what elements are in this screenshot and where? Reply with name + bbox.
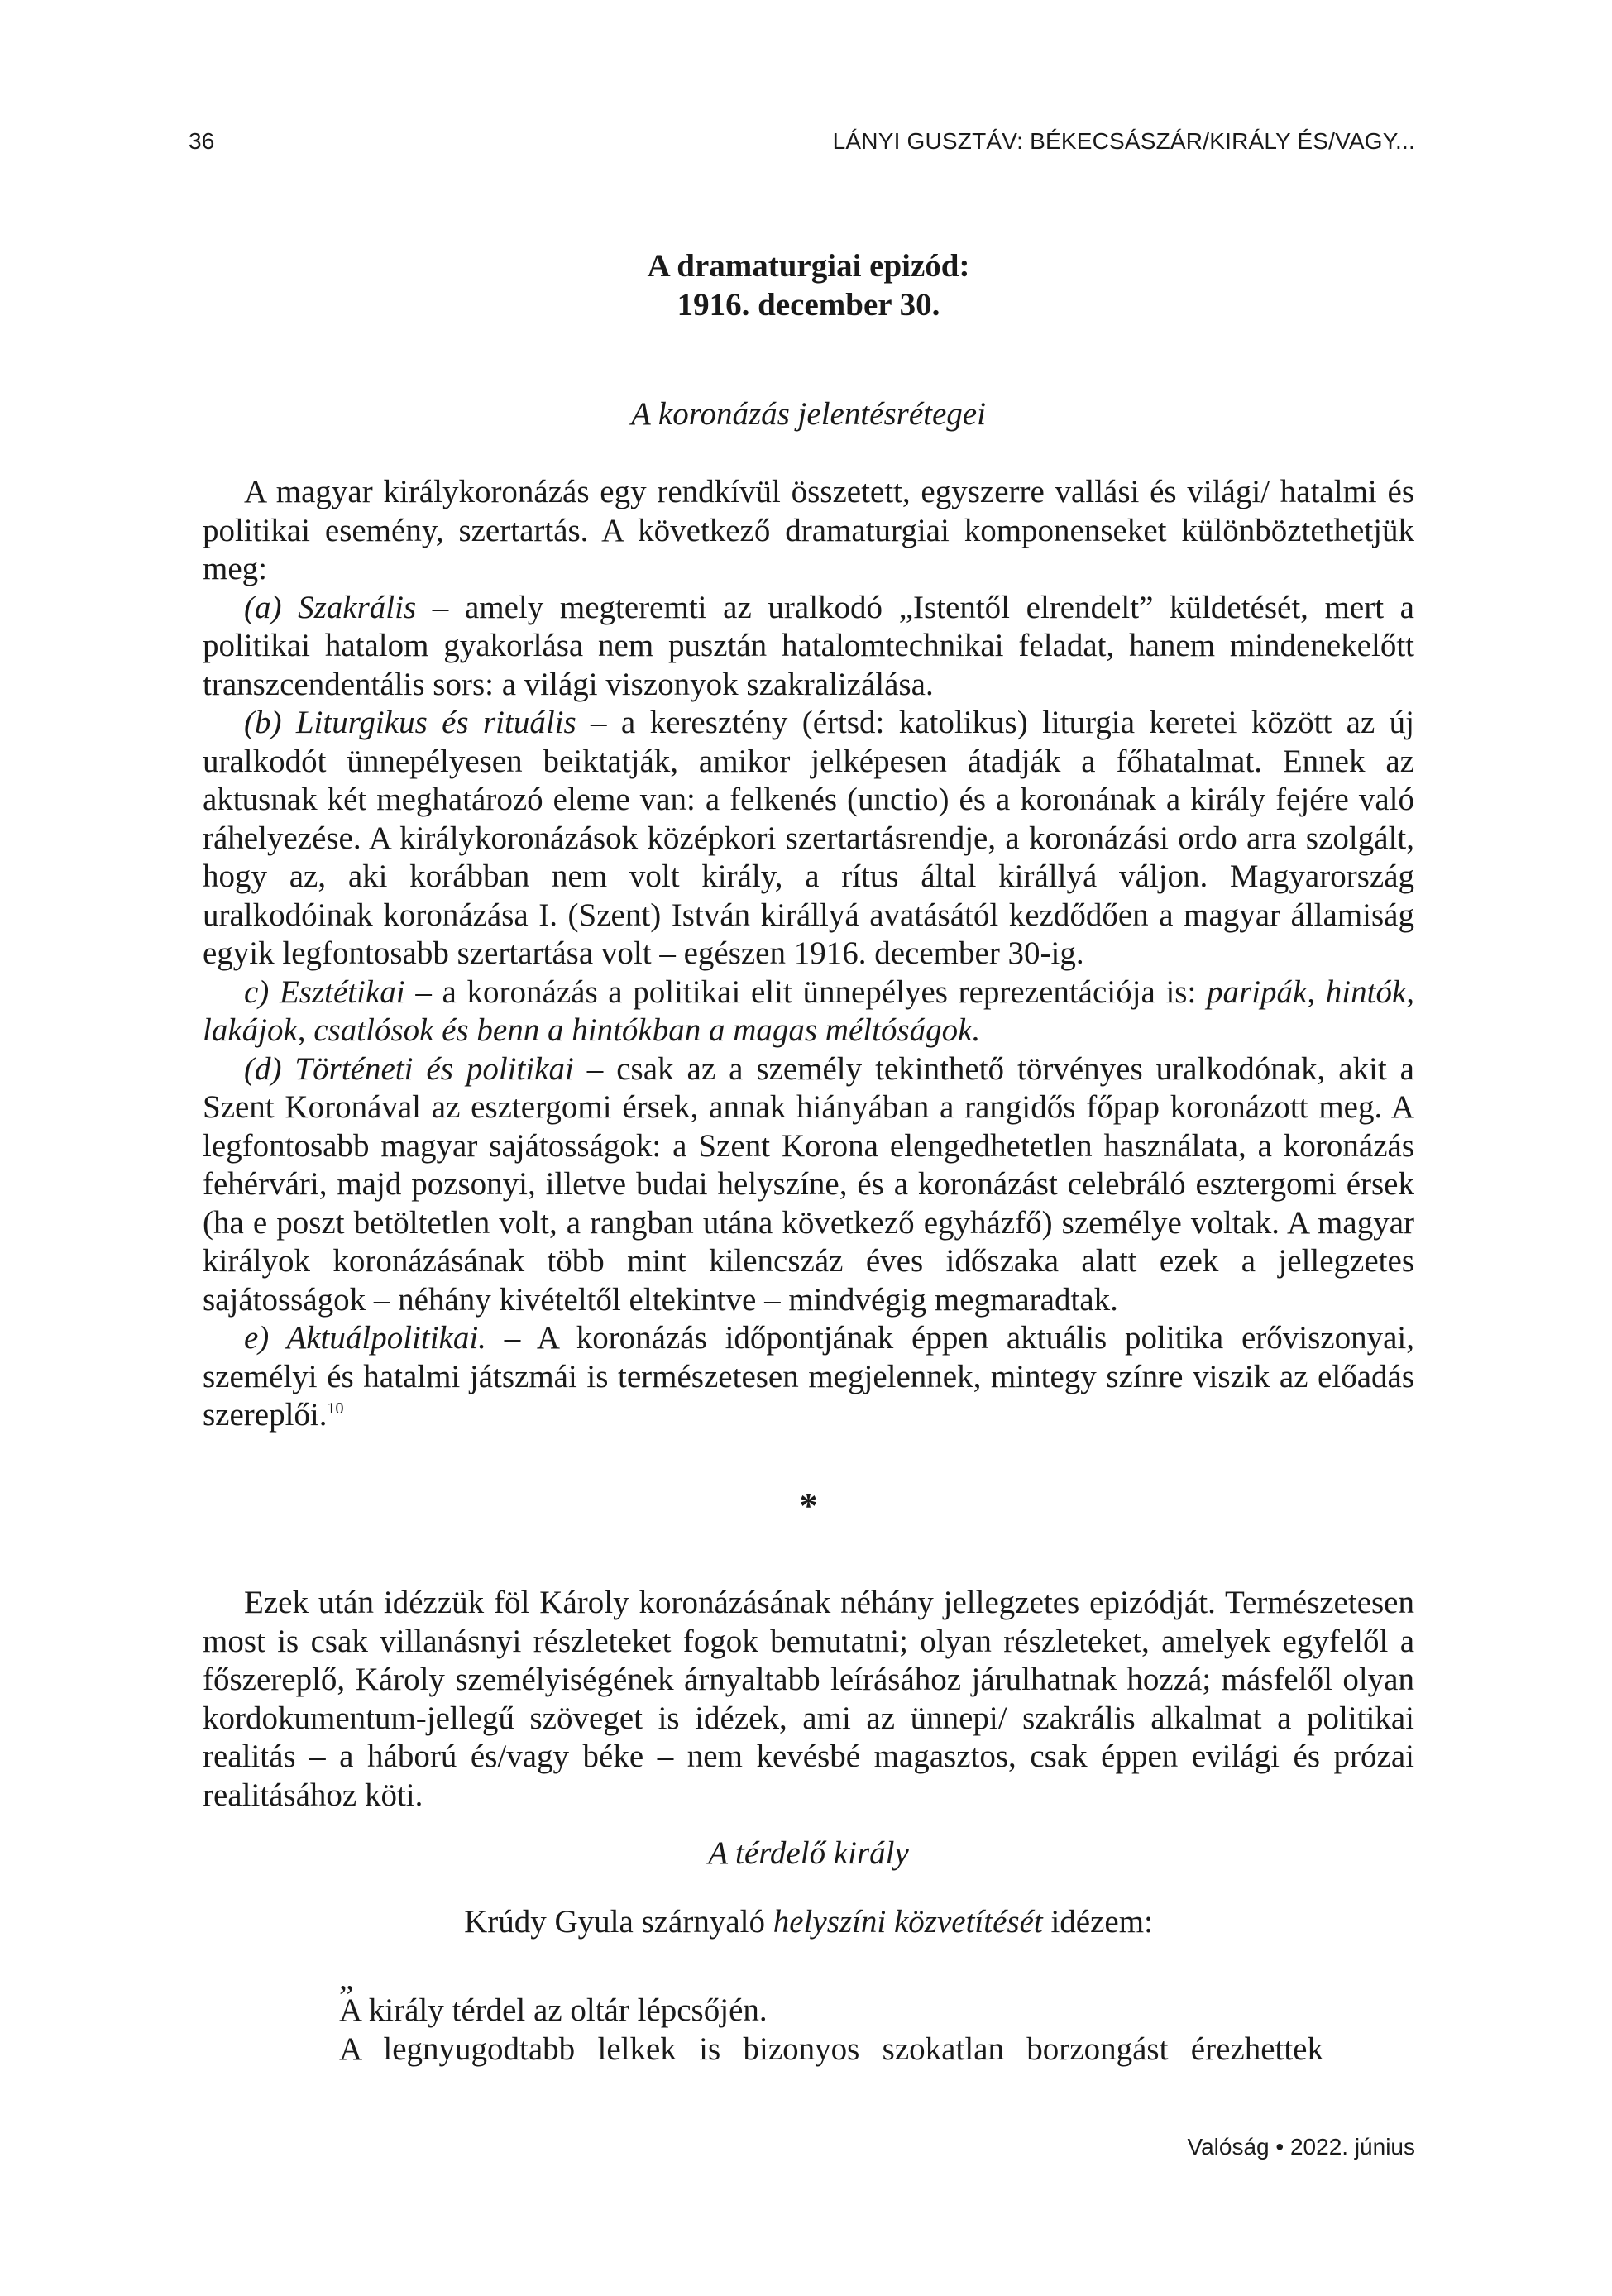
quote-line: A király térdel az oltár lépcsőjén. — [339, 1992, 768, 2028]
quote-intro-after: idézem: — [1042, 1904, 1153, 1940]
item-text: – A koronázás időpontjának éppen aktuális politika erőviszonyai, személyi és hatalmi játszmái is természetesen megjelennek, mintegy színre viszik az előadás szereplői. — [203, 1320, 1414, 1433]
item-label: (a) Szakrális — [244, 589, 417, 625]
item-text: – amely megteremti az uralkodó „Istentől elrendelt” küldetését, mert a politikai hatalom gyakorlása nem pusztán hatalomtechnikai feladat, hanem mindenekelőtt transzcendentális sors: a világi viszonyok szakralizálása. — [203, 589, 1414, 702]
page-footer: Valóság • 2022. június — [1187, 2134, 1415, 2160]
item-text: – a keresztény (értsd: katolikus) liturgia keretei között az új uralkodót ünnepélyesen beiktatják, amikor jelképesen átadják a főhatalmat. Ennek az aktusnak két meghatározó eleme van: a felkenés (unctio) és a koronának a király fejére való ráhelyezése. A királykoronázások középkori szertartásrendje, a koronázási ordo arra szolgált, hogy az, aki korábban nem volt király, a rítus által királlyá váljon. Magyarország uralkodóinak koronázása I. (Szent) István királlyá avatásától kezdődően a magyar államiság egyik legfontosabb szertartása volt – egészen 1916. december 30-ig. — [203, 705, 1415, 971]
intro-paragraph: A magyar királykoronázás egy rendkívül összetett, egyszerre vallási és világi/ hatalmi és politikai esemény, szertartás. A következő dramaturgiai komponenseket különböztethetjük meg: — [203, 474, 1414, 586]
opening-quote-mark: „ — [339, 1961, 354, 1997]
section-heading-kneeling-king: A térdelő király — [708, 1835, 909, 1871]
section-body-episodes — [203, 1584, 1414, 1815]
page-header — [189, 128, 1415, 161]
page-number: 36 — [189, 128, 215, 154]
chapter-title-line-1: A dramaturgiai epizód: — [647, 248, 970, 284]
item-label: c) Esztétikai — [244, 973, 405, 1010]
list-item-current-political — [203, 1319, 1414, 1435]
quote-intro-italic: helyszíni közvetítését — [773, 1904, 1043, 1940]
item-label: (b) Liturgikus és rituális — [244, 705, 576, 740]
list-item-historical — [203, 1050, 1414, 1320]
chapter-title — [203, 246, 1414, 324]
footnote-marker: 10 — [327, 1399, 344, 1418]
section-heading-coronation: A koronázás jelentésrétegei — [631, 396, 986, 432]
section-body-coronation — [203, 473, 1414, 1435]
item-text: – csak az a személy tekinthető törvényes uralkodónak, akit a Szent Koronával az esztergomi érsek, annak hiányában a rangidős főpap koronázott meg. A legfontosabb magyar sajátosságok: a Szent Korona elengedhetetlen használata, a koronázás fehérvári, majd pozsonyi, illetve budai helyszíne, és a koronázást celebráló esztergomi érsek (ha e poszt betöltetlen volt, a rangban utána következő egyházfő) személye voltak. A magyar királyok koronázásának több mint kilencszáz éves időszaka alatt ezek a jellegzetes sajátosságok – néhány kivételtől eltekintve – mindvégig megmaradtak. — [203, 1050, 1414, 1318]
running-title: LÁNYI GUSZTÁV: BÉKECSÁSZÁR/KIRÁLY ÉS/VAGY... — [832, 128, 1415, 154]
block-quote — [339, 1961, 1323, 2069]
quote-intro — [203, 1903, 1414, 1941]
quote-intro-before: Krúdy Gyula szárnyaló — [464, 1904, 773, 1940]
item-tail-italic: paripák, hintók, lakájok, csatlósok és benn a hintókban a magas méltóságok. — [203, 973, 1415, 1048]
list-item-aesthetic — [203, 973, 1414, 1050]
item-label: (d) Történeti és politikai — [244, 1050, 574, 1087]
section-separator: * — [799, 1485, 818, 1526]
chapter-title-line-2: 1916. december 30. — [677, 287, 940, 323]
item-label: e) Aktuálpolitikai. — [244, 1320, 486, 1356]
quote-line: A legnyugodtabb lelkek is bizonyos szokatlan borzongást érezhettek — [339, 2031, 1323, 2067]
list-item-sacral — [203, 589, 1414, 705]
item-text: – a koronázás a politikai elit ünnepélyes reprezentációja is: — [404, 973, 1208, 1010]
list-item-liturgical — [203, 704, 1414, 973]
episodes-paragraph: Ezek után idézzük föl Károly koronázásának néhány jellegzetes epizódját. Természetesen most is csak villanásnyi részleteket fogok bemutatni; olyan részleteket, amelyek egyfelől a főszereplő, Károly személyiségének árnyaltabb leírásához járulhatnak hozzá; másfelől olyan kordokumentum-jellegű szöveget is idézek, ami az ünnepi/ szakrális alkalmat a politikai realitás – a háború és/vagy béke – nem kevésbé magasztos, csak éppen evilági és prózai realitásához köti. — [203, 1585, 1414, 1813]
